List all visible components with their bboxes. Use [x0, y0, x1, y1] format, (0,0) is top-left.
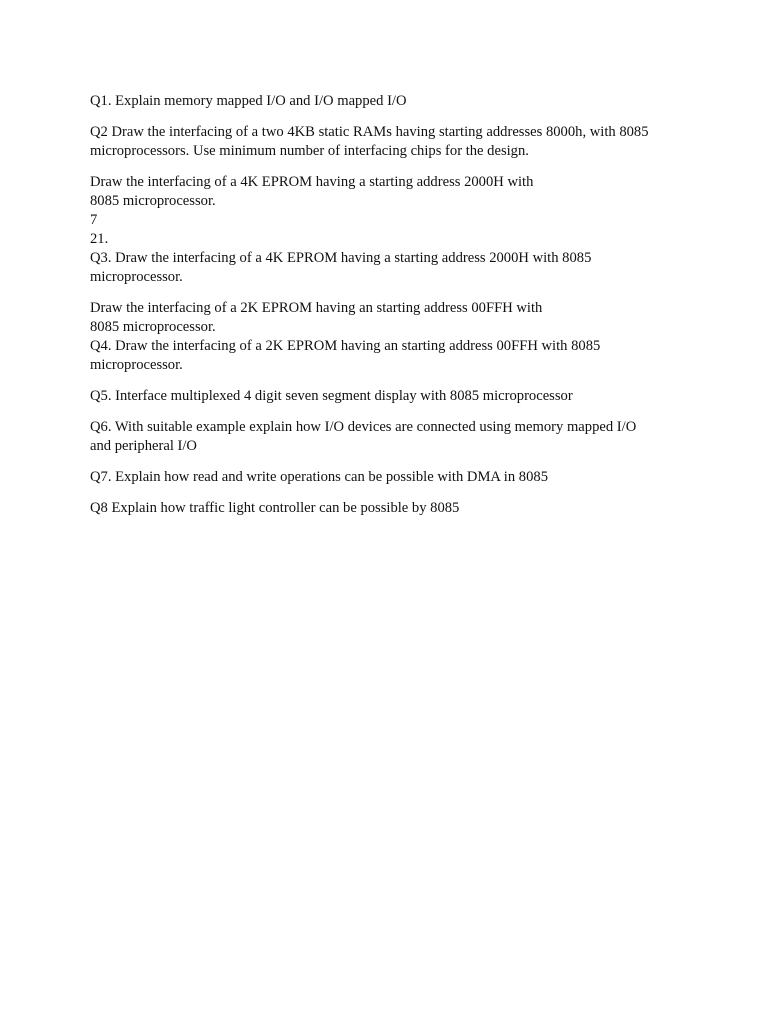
- question-5: [90, 387, 690, 406]
- text-line: and peripheral I/O: [90, 438, 197, 454]
- question-4-block: [90, 299, 690, 375]
- text-line: Q8 Explain how traffic light controller can be possible by 8085: [90, 500, 460, 516]
- text-line: 7: [90, 212, 98, 228]
- text-line: microprocessor.: [90, 357, 183, 373]
- text-line: Q2 Draw the interfacing of a two 4KB static RAMs having starting addresses 8000h, with 8085: [90, 124, 649, 140]
- text-line: 8085 microprocessor.: [90, 193, 216, 209]
- question-7: [90, 468, 690, 487]
- text-line: Draw the interfacing of a 4K EPROM having a starting address 2000H with: [90, 174, 534, 190]
- text-line: Draw the interfacing of a 2K EPROM having an starting address 00FFH with: [90, 300, 543, 316]
- text-line: Q4. Draw the interfacing of a 2K EPROM having an starting address 00FFH with 8085: [90, 338, 601, 354]
- text-line: Q3. Draw the interfacing of a 4K EPROM having a starting address 2000H with 8085: [90, 250, 592, 266]
- text-line: Q6. With suitable example explain how I/O devices are connected using memory mapped I/O: [90, 419, 637, 435]
- text-line: Q5. Interface multiplexed 4 digit seven segment display with 8085 microprocessor: [90, 388, 573, 404]
- question-2: [90, 123, 690, 161]
- question-1: [90, 92, 690, 111]
- text-line: microprocessors. Use minimum number of interfacing chips for the design.: [90, 143, 529, 159]
- text-line: 21.: [90, 231, 109, 247]
- text-line: microprocessor.: [90, 269, 183, 285]
- document-content: [90, 92, 690, 518]
- question-3-block: [90, 173, 690, 287]
- question-8: [90, 499, 690, 518]
- question-6: [90, 418, 690, 456]
- text-line: Q1. Explain memory mapped I/O and I/O mapped I/O: [90, 93, 407, 109]
- text-line: 8085 microprocessor.: [90, 319, 216, 335]
- text-line: Q7. Explain how read and write operations can be possible with DMA in 8085: [90, 469, 548, 485]
